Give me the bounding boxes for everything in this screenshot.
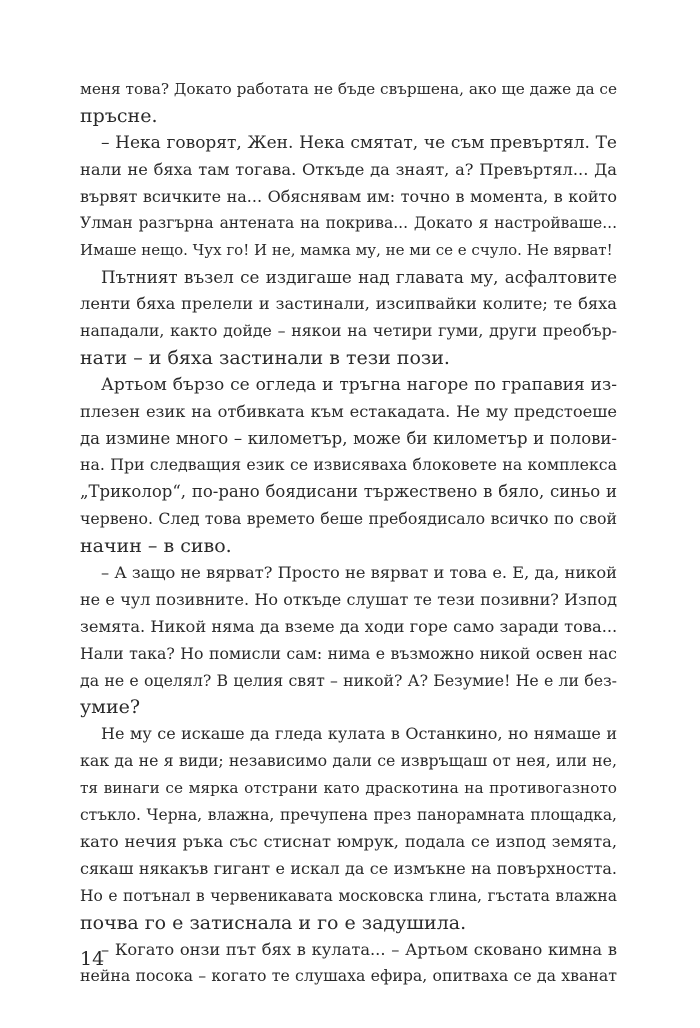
text-line: нападали, както дойде – някои на четири гуми, други преобър- <box>80 321 617 341</box>
text-line: стъкло. Черна, влажна, пречупена през панорамната площадка, <box>80 806 617 825</box>
text-line: как да не я види; независимо дали се извръщаш от нея, или не, <box>80 751 617 771</box>
text-line: да измине много – километър, може би километър и полови- <box>80 428 617 448</box>
text-line: начин – в сиво. <box>80 535 232 558</box>
text-line: – А защо не вярват? Просто не вярват и това е. Е, да, никой <box>101 563 617 583</box>
text-line: Но е потънал в червеникавата московска глина, гъстата влажна <box>80 886 617 905</box>
text-line: сякаш някакъв гигант е искал да се измъкне на повърхността. <box>80 858 617 878</box>
text-line: нали не бяха там тогава. Откъде да знаят, а? Превъртял... Да <box>80 159 617 179</box>
text-line: да не е оцелял? В целия свят – никой? А? Безумие! Не е ли без- <box>80 670 617 690</box>
text-line: почва го е затиснала и го е задушила. <box>80 911 467 934</box>
text-line: ленти бяха прелели и застинали, изсипвайки колите; те бяха <box>80 294 617 314</box>
text-line: Артьом бързо се огледа и тръгна нагоре по грапавия из- <box>101 374 617 395</box>
text-line: земята. Никой няма да вземе да ходи горе само заради това... <box>80 616 618 636</box>
text-line: „Триколор“, по-рано боядисани тържествено в бяло, синьо и <box>80 482 617 502</box>
text-line: пръсне. <box>80 104 158 127</box>
text-line: умие? <box>80 696 141 719</box>
text-line: като нечия ръка със стиснат юмрук, подала се изпод земята, <box>80 831 617 851</box>
text-line: – Когато онзи път бях в кулата... – Артьом сковано кимна в <box>101 939 617 959</box>
text-line: не е чул позивните. Но откъде слушат те тези позивни? Изпод <box>80 589 617 609</box>
text-line: вървят всичките на... Обяснявам им: точно в момента, в който <box>80 186 617 206</box>
text-line: нати – и бяха застинали в тези пози. <box>80 346 450 369</box>
text-line: тя винаги се мярка отстрани като драскотина на противогазното <box>80 779 617 798</box>
text-line: Улман разгърна антената на покрива... Докато я настройваше... <box>80 214 617 233</box>
text-line: Имаше нещо. Чух го! И не, мамка му, не ми се е счуло. Не вярват! <box>80 241 613 260</box>
text-line: нейна посока – когато те слушаха ефира, опитваха се да хванат <box>80 966 617 986</box>
text-line: Пътният възел се издигаше над главата му, асфалтовите <box>101 267 617 288</box>
text-line: на. При следващия език се извисяваха блоковете на комплекса <box>80 455 617 475</box>
text-line: – Нека говорят, Жен. Нека смятат, че съм превъртял. Те <box>101 132 617 153</box>
text-line: меня това? Докато работата не бъде свършена, ако ще даже да се <box>80 80 617 98</box>
body-text <box>80 76 617 990</box>
text-line: Не му се искаше да гледа кулата в Останкино, но нямаше и <box>101 724 617 744</box>
text-line: плезен език на отбивката към естакадата. Не му предстоеше <box>80 401 617 421</box>
text-line: червено. След това времето беше пребоядисало всичко по свой <box>80 509 617 529</box>
page-number: 14 <box>80 948 105 970</box>
text-line: Нали така? Но помисли сам: нима е възможно никой освен нас <box>80 643 617 663</box>
